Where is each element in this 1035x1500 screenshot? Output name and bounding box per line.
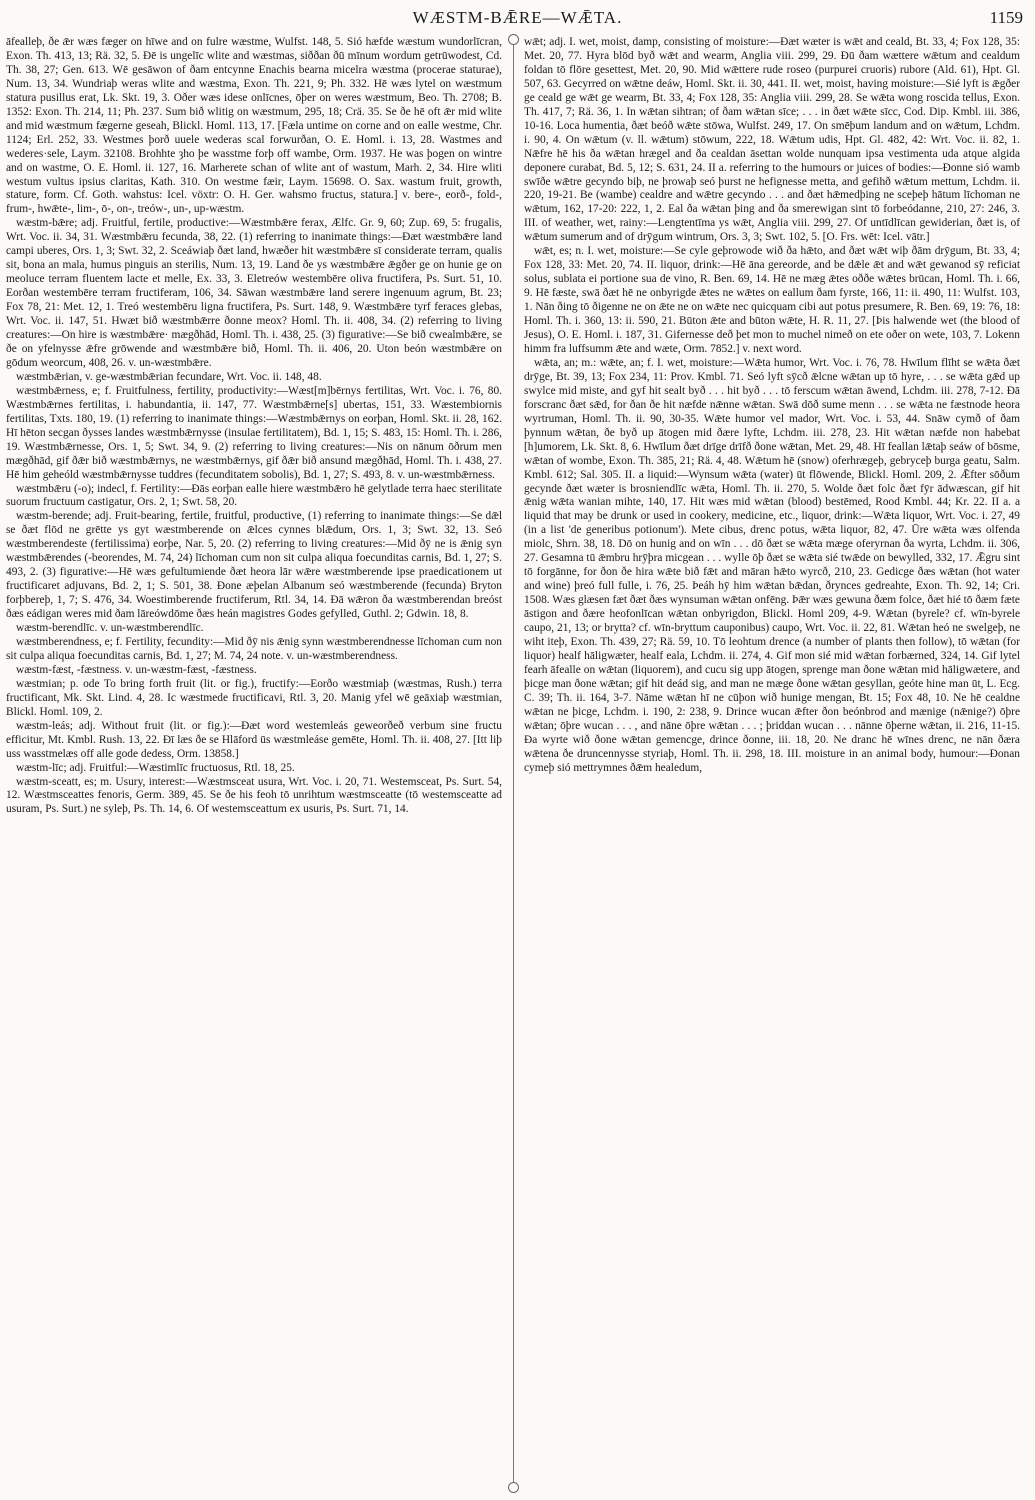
dictionary-entry: wæstmbǣru (-o); indecl, f. Fertility:—Ðās eorþan ealle hiere wæstmbǣro hē gelytlade terra haec sterilitate suorum fructuum castigatur, Ors. 2, 1; Swt. 58, 20. <box>6 482 502 509</box>
running-head: WÆSTM-BǢRE—WǢTA. <box>412 8 623 27</box>
top-ornament-icon <box>508 34 519 45</box>
dictionary-entry: wæstmbǣrian, v. ge-wæstmbǣrian fecundare, Wrt. Voc. ii. 148, 48. <box>16 370 322 383</box>
dictionary-entry: wæstm-fæst, -fæstness. v. un-wæstm-fæst, -fæstness. <box>16 663 257 676</box>
dictionary-entry: wæstmbǣrness, e; f. Fruitfulness, fertility, productivity:—Wæst[m]bērnys fertilitas, Wrt. Voc. i. 76, 80. Wæstmbǣrnes fertilitas, i. habundantia, ii. 147, 77. Wæstmbǣrne[s] ubertas, 151, 33. Wæstembiornis fertilitas, Txts. 180, 19. (1) referring to inanimate things:—Wæstmbǣrnys on eorþan, Homl. Skt. ii. 28, 162. Hī hēton secgan ðysses landes wæstmbǣrnysse (insulae fertilitatem), Bd. 1, 15; S. 483, 15: Homl. Th. i. 286, 19. Wæstmbǣrnesse, Ors. 1, 5; Swt. 34, 9. (2) referring to living creatures:—Nis on nānum ōðrum men mægðhād, gif ðǣr bið wæstmbǣrnys, ne wæstmbǣrnys, gif ðǣr bið ansund mægðhād, Homl. Th. i. 438, 27. Hē him geheóld wæstmbǣrnysse tuddres (fecunditatem sobolis), Bd. 1, 27; S. 493, 8. v. un-wæstmbǣrness. <box>6 384 502 481</box>
bottom-ornament-icon <box>508 1482 519 1493</box>
left-column <box>6 36 502 1492</box>
dictionary-entry: wæstm-sceatt, es; m. Usury, interest:—Wæstmsceat usura, Wrt. Voc. i. 20, 71. Westemsceat, Ps. Surt. 54, 12. Wæstmsceattes fenoris, Germ. 389, 45. Se ðe his feoh tō unrihtum wæstmsceatte (tō westemsceatte ad usuram, Ps. Surt.) ne syleþ, Ps. Th. 14, 6. Of westemsceattum ex usuris, Ps. Surt. 71, 14. <box>6 775 502 816</box>
dictionary-entry: wæstm-leás; adj. Without fruit (lit. or fig.):—Ðæt word westemleás geweorðeð verbum sine fructu efficitur, Mt. Kmbl. Rush. 13, 22. Ðī læs ðe se Hlāford ūs wæstmleáse gemēte, Homl. Th. ii. 408, 27. [Itt liþ uss wasstmelæs off alle gode dedess, Orm. 13858.] <box>6 719 502 760</box>
two-column-body <box>6 36 1028 1492</box>
page-header <box>0 8 1035 30</box>
dictionary-entry: wǣta, an; m.: wǣte, an; f. I. wet, moisture:—Wǣta humor, Wrt. Voc. i. 76, 78. Hwīlum flīht se wǣta ðæt drȳge, Bt. 39, 13; Fox 234, 11: Prov. Kmbl. 71. Seó lyft sȳcð ǣlcne wǣtan up tō hyre, . . . se wǣta gǣd up swylce mid miste, and gyf hit sealt byð . . . hit byð . . . tō ferscum wǣtan āwend, Lchdm. iii. 278, 7-12. Ðā forscranc ðæt sǣd, for ðan ðe hit næfde nǣnne wǣtan. Swā dōð sume menn . . . se wǣta ne fæstnode heora wyrtruman, Homl. Th. ii. 90, 30-35. Wǣte humor vel mador, Wrt. Voc. i. 53, 44. Snāw cymð of ðam þynnum wǣtan, ðe byð up ātogen mid ðære lyfte, Lchdm. iii. 278, 23. Hit wǣtan næfde non habebat [h]umorem, Lk. Skt. 8, 6. Hwīlum ðæt drīge drīfð ðone wǣtan, Met. 29, 48. Hī feallan lǣtaþ seáw of bōsme, wǣtan of wombe, Exon. Th. 385, 21; Rä. 4, 48. Wǣtum hē (snow) oferhrægeþ, gebryceþ burga geatu, Salm. Kmbl. 612; Sal. 305. II. a liquid:—Wynsum wǣta (water) ūt flōwende, Blickl. Homl. 209, 2. Ǣfter sōðum gecynde ðæt wæter is brosniendlīc wǣta, Homl. Th. ii. 270, 5. Wolde ðæt folc ðæt fȳr ādwæscan, gif hit ǣnig wǣta wanian mihte, 140, 17. Hit wæs mid wǣtan (blood) bestēmed, Rood Kmbl. 44; Kr. 22. II a. a liquid that may be drunk or used in cookery, medicine, etc., liquor, drink:—Wǣta liquor, Wrt. Voc. i. 27, 49 (in a list 'de generibus potionum'). Mete cibus, drenc potus, wǣta liquor, 82, 47. Ūre wǣta wæs olfenda miolc, Shrn. 38, 18. Dō on hunig and on wīn . . . dō ðæt se wǣta mæge oferyrnan ða wyrta, Lchdm. ii. 306, 27. Gesamna tū ǣmbru hrȳþra micgean . . . wylle ōþ ðæt se wǣta sié twǣde on bewylled, 332, 17. Ǣgru sint tō forgānne, for ðon ðe hira wǣte bið fǣt and māran hǣto wyrcð, 210, 23. Gedicge ðæs wǣtan (hot water and wine) þreó full fulle, i. 76, 25. Þeáh hȳ him wǣtan bǣdan, ðrynces gedreahte, Exon. Th. 92, 14; Cri. 1508. Wæs glæsen fæt ðæt ðæs wynsuman wǣtan onfēng. Þǣr wæs gewuna ðæm folce, ðæt hié tō ðæm fæte āstigon and ðære heofonlīcan wǣtan onbyrigdon, Blickl. Homl 209, 4-9. Wǣtan (byrele? cf. wīn-byrele caupo, 21, 13; or brytta? cf. wīn-bryttum cauponibus) caupo, Wrt. Voc. ii. 22, 81. Wǣtan heó ne swelgeþ, ne wiht iteþ, Exon. Th. 439, 27; Rä. 59, 10. Tō leohtum drence (a number of plants then follow), tō wǣtan (for liquor) healf hāligwæter, healf eala, Lchdm. ii. 274, 4. Gif mon sié mid wǣtan forbærned, 324, 14. Gif lytel fearh āfealle on wǣtan (liquorem), and cucu sig upp ātogen, sprenge man ðone wǣtan mid hāligwætere, and þicge man ðone wǣtan; gif hit deád sig, and man ne mæge ðone wǣtan gesyllan, geóte hine man ūt, L. Ecg. C. 39; Th. ii. 164, 3-7. Nāme wǣtan hī ne cūþon wið hunige mengan, Bt. 15; Fox 48, 10. Ne hē cealdne wǣtan ne þicge, Lchdm. i. 190, 2: 238, 9. Drince wucan ǣfter ðon beónbrod and mænige (nǣnige?) ōþre wǣtan; ōþre wucan . . . , and nāne ōþre wǣtan . . . ; þriddan wucan . . . nānne ōþerne wǣtan, ii. 216, 11-15. Ða wyrte wið ðone wǣtan gemencge, drince ðonne, iii. 18, 20. Ne dranc hē wīnes drenc, ne nān ðæra wǣtena ðe druncennysse styriaþ, Homl. Th. ii. 298, 18. III. moisture in an animal body, humour:—Ðonan cymeþ sió mettrymnes ðǣm healedum, <box>524 356 1020 774</box>
dictionary-entry: wæstmian; p. ode To bring forth fruit (lit. or fig.), fructify:—Eorðo wæstmiaþ (wæstmas, Rush.) terra fructificant, Mk. Skt. Lind. 4, 28. Ic wæstmede fructificavi, Rtl. 3, 20. Manig yfel wē geāxiaþ wæstmian, Blickl. Homl. 109, 2. <box>6 677 502 718</box>
dictionary-entry: wæstm-līc; adj. Fruitful:—Wæstimlīc fructuosus, Rtl. 18, 25. <box>16 761 295 774</box>
dictionary-entry: āfealleþ, ðe ǣr wæs fæger on hīwe and on fulre wæstme, Wulfst. 148, 5. Sió hæfde wæstum wundorlīcran, Exon. Th. 413, 13; Rä. 32, 5. Ðē is ungelīc wlite and wæstmas, siððan ðū mīnum wordum getrūwodest, Cd. Th. 38, 27; Gen. 613. Wē gesāwon of ðam entcynne Enachis bearna micelra wæstma (procerae staturae), Num. 13, 34. Wundriaþ weras wlite and wæstma, Exon. Th. 221, 9; Ph. 332. Hē wæs lytel on wæstmum statura pusillus erat, Lk. Skt. 19, 3. Oðer wæs idese onlīcnes, ōþer on weres wæstmum, Beo. Th. 2708; B. 1352: Exon. Th. 214, 11; Ph. 237. Sum bið wlitig on wæstmum, 295, 18; Crä. 35. Se ðe hē oft ǣr mid wlite and mid wæstmum fægerne geseah, Blickl. Homl. 113, 17. [Fæla untime on corne and on ealle westme, Chr. 1124; Erl. 252, 33. Westmes þorð uuele wederas scal forwurðan, O. E. Homl. i. 13, 28. Wastmes and wederes·sele, Laym. 32108. Brohhte ȝho þe wasstme forþ off wambe, Orm. 1937. He was þogen on wintre and on wastme, O. E. Homl. ii. 127, 16. Marherete schan of wlite ant of wastum, Marh. 2, 34. Hire wliti westum vultus ipsius claritas, Kath. 310. On westme fæir, Laym. 15698. O. Sax. wastum fruit, growth, stature, form. Cf. Goth. wahstus: Icel. vöxtr: O. H. Ger. wahsmo fructus, statura.] v. bere-, eorð-, fold-, frum-, hwǣte-, lim-, ō-, on-, treów-, un-, up-wæstm. <box>6 36 502 216</box>
dictionary-entry: wǣt, es; n. I. wet, moisture:—Se cyle geþrowode wið ða hǣto, and ðæt wǣt wiþ ðām drȳgum, Bt. 33, 4; Fox 128, 33: Met. 20, 74. II. liquor, drink:—Hē āna gereorde, and be dǣle ǣt and wǣt gewanod sȳ reficiat solus, sublata ei portione sua de vino, R. Ben. 69, 14. Hē ne mæg ǣtes oððe wǣtes brūcan, Homl. Th. i. 66, 9. Hē fæste, swā ðæt hē ne onbyrigde ǣtes ne wǣtes on eallum ðam fyrste, 166, 11: ii. 490, 11: Wulfst. 103, 1. Nān ðing tō ðigenne ne on ǣte ne on wǣte nec quicquam cibi aut potus presumere, R. Ben. 69, 19: 76, 18: Homl. Th. i. 360, 13: ii. 590, 21. Būton ǣte and būton wǣte, H. R. 11, 27. [Þis halwende wet (the blood of Jesus), O. E. Homl. i. 187, 31. Gifernesse deð þet mon to muchel nimeð on ete oðer on wete, 103, 7. Lokenn himm fra luffsumm ǣte and wæte, Orm. 7852.] v. next word. <box>524 245 1020 355</box>
dictionary-entry: wæstm-berendlīc. v. un-wæstmberendlīc. <box>16 622 204 635</box>
dictionary-entry: wæstm-berende; adj. Fruit-bearing, fertile, fruitful, productive, (1) referring to inanimate things:—Se dǣl se ðæt flōd ne grētte ys gyt wæstmberende on ǣlces cynnes blǣdum, Ors. 1, 3; Swt. 32, 13. Seó wæstmberendeste (fertilissima) eorþe, Nar. 5, 20. (2) referring to living creatures:—Mid ðȳ ne is ǣnig syn wæstmbǣrendes (-beorendes, M. 74, 24) līchoman cum non sit culpa aliqua foecunditas carnis, Bd. 1, 27; S. 493, 2. (3) figurative:—Hē wæs gefultumiende ðæt heora lār wǣre wæstmberende ipse praedicationem ut fructificaret adjuvans, Bd. 2, 1; S. 501, 38. Ðone æþelan Albanum seó wæstmberende (fecunda) Bryton forþbereþ, 1, 7; S. 476, 34. Woestimberende fructiferum, Rtl. 34, 14. Ðā wǣron ða wæstmberendan breóst ðæs eádigan weres mid ðam lāreówdōme ðæs heán magistres Godes gefylled, Guthl. 2; Gdwin. 18, 8. <box>6 510 502 621</box>
dictionary-entry: wǣt; adj. I. wet, moist, damp, consisting of moisture:—Ðæt wæter is wǣt and ceald, Bt. 33, 4; Fox 128, 35: Met. 20, 77. Hyra blōd byð wǣt and wearm, Anglia viii. 299, 29. Ðū ðam wættere wǣtum and cealdum foldan tō flōre gesettest, Met. 20, 90. Mid wǣttere rude roseo (purpurei cruoris) rubore (Ald. 61), Hpt. Gl. 507, 63. Gecyrred on wǣtne deáw, Homl. Skt. ii. 30, 441. II. wet, moist, having moisture:—Sié lyft is ǣgðer ge ceald ge wǣt ge wearm, Bt. 33, 4; Fox 128, 35: Anglia viii. 299, 28. Se wǣta wong roscida tellus, Exon. Th. 417, 7; Rä. 36, 1. In wǣtan sihtran; of ðam wǣtan sīce; . . . in ðæt wǣte sīcc, Cod. Dip. Kmbl. iii. 386, 10-16. Loca humentia, ðæt beóð wǣte stōwa, Wulfst. 249, 17. On smēþum landum and on wǣtum, Lchdm. i. 90, 4. On wǣtum (v. ll. wǣtum) stōwum, 222, 18. Wǣtum udis, Hpt. Gl. 482, 42: Wrt. Voc. ii. 82, 1. Nǣfre hē his ða wǣtan hrægel and ða cealdan āsettan wolde nunquam ipsa vestimenta uda atque algida deponere curabat, Bd. 5, 12; S. 631, 24. II a. referring to the humours or juices of bodies:—Ðonne sió wamb swīðe wǣtre gecyndo biþ, ne þrowaþ seó þurst ne hefignesse metta, and gefihð wǣtum mettum, Lchdm. ii. 220, 19-21. Be (wambe) cealdre and wǣtre gecyndo . . . and ðæt hǣmedþing ne sceþeþ hātum līchoman ne wǣtum, 162, 17-20: 222, 1, 2. Eal ða wǣtan þing and ða smerewigan sint tō forbeódanne, 210, 27: 246, 3. III. of weather, wet, rainy:—Lengtentīma ys wǣt, Anglia viii. 299, 27. Of untīdlīcan gewiderian, ðæt is, of wǣtum sumerum and of drȳgum wintrum, Ors. 3, 3; Swt. 102, 5. [O. Frs. wēt: Icel. vātr.] <box>524 36 1020 244</box>
right-column <box>524 36 1020 1492</box>
column-divider <box>513 40 514 1488</box>
dictionary-entry: wæstm-bǣre; adj. Fruitful, fertile, productive:—Wæstmbǣre ferax, Ælfc. Gr. 9, 60; Zup. 69, 5: frugalis, Wrt. Voc. ii. 34, 31. Wæstmbǣru fecunda, 38, 22. (1) referring to inanimate things:—Ðæt wæstmbǣre land campi uberes, Ors. 1, 3; Swt. 32, 2. Sceáwiaþ ðæt land, hwæðer hit wæstmbǣre sī considerate terram, qualis sit, bona an mala, humus pinguis an sterilis, Num. 13, 19. Land ðe ys wæstmbǣre ǣgðer ge on hunie ge on meoluce terram fluentem lacte et melle, Ex. 33, 3. Eletreów westembēre oliva fructifera, Ps. Surt. 51, 10. Eorðan westembēre terram fructiferam, 106, 34. Sāwan wæstmbǣre land serere ingenuum agrum, Bt. 23; Fox 78, 21: Met. 12, 1. Treó westembēru ligna fructifera, Ps. Surt. 148, 9. Wæstmbǣre tyrf feraces glebas, Wrt. Voc. ii. 147, 51. Hwæt bið wæstmbǣrre ðonne meox? Homl. Th. ii. 408, 34. (2) referring to living creatures:—On hire is wæstmbǣre· mægðhād, Homl. Th. i. 438, 25. (3) figurative:—Se bið cwealmbǣre, se ðe on yfelnysse ǣfre grōwende and wæstmbǣre bið, Homl. Th. ii. 406, 20. Uton beón wæstmbǣre on gōdum weorcum, 408, 26. v. un-wæstmbǣre. <box>6 217 502 369</box>
page-number: 1159 <box>989 8 1023 27</box>
dictionary-entry: wæstmberendness, e; f. Fertility, fecundity:—Mid ðȳ nis ǣnig synn wæstmberendnesse līchoman cum non sit culpa aliqua foecunditas carnis, Bd. 1, 27; M. 74, 24 note. v. un-wæstmberendness. <box>6 635 502 662</box>
